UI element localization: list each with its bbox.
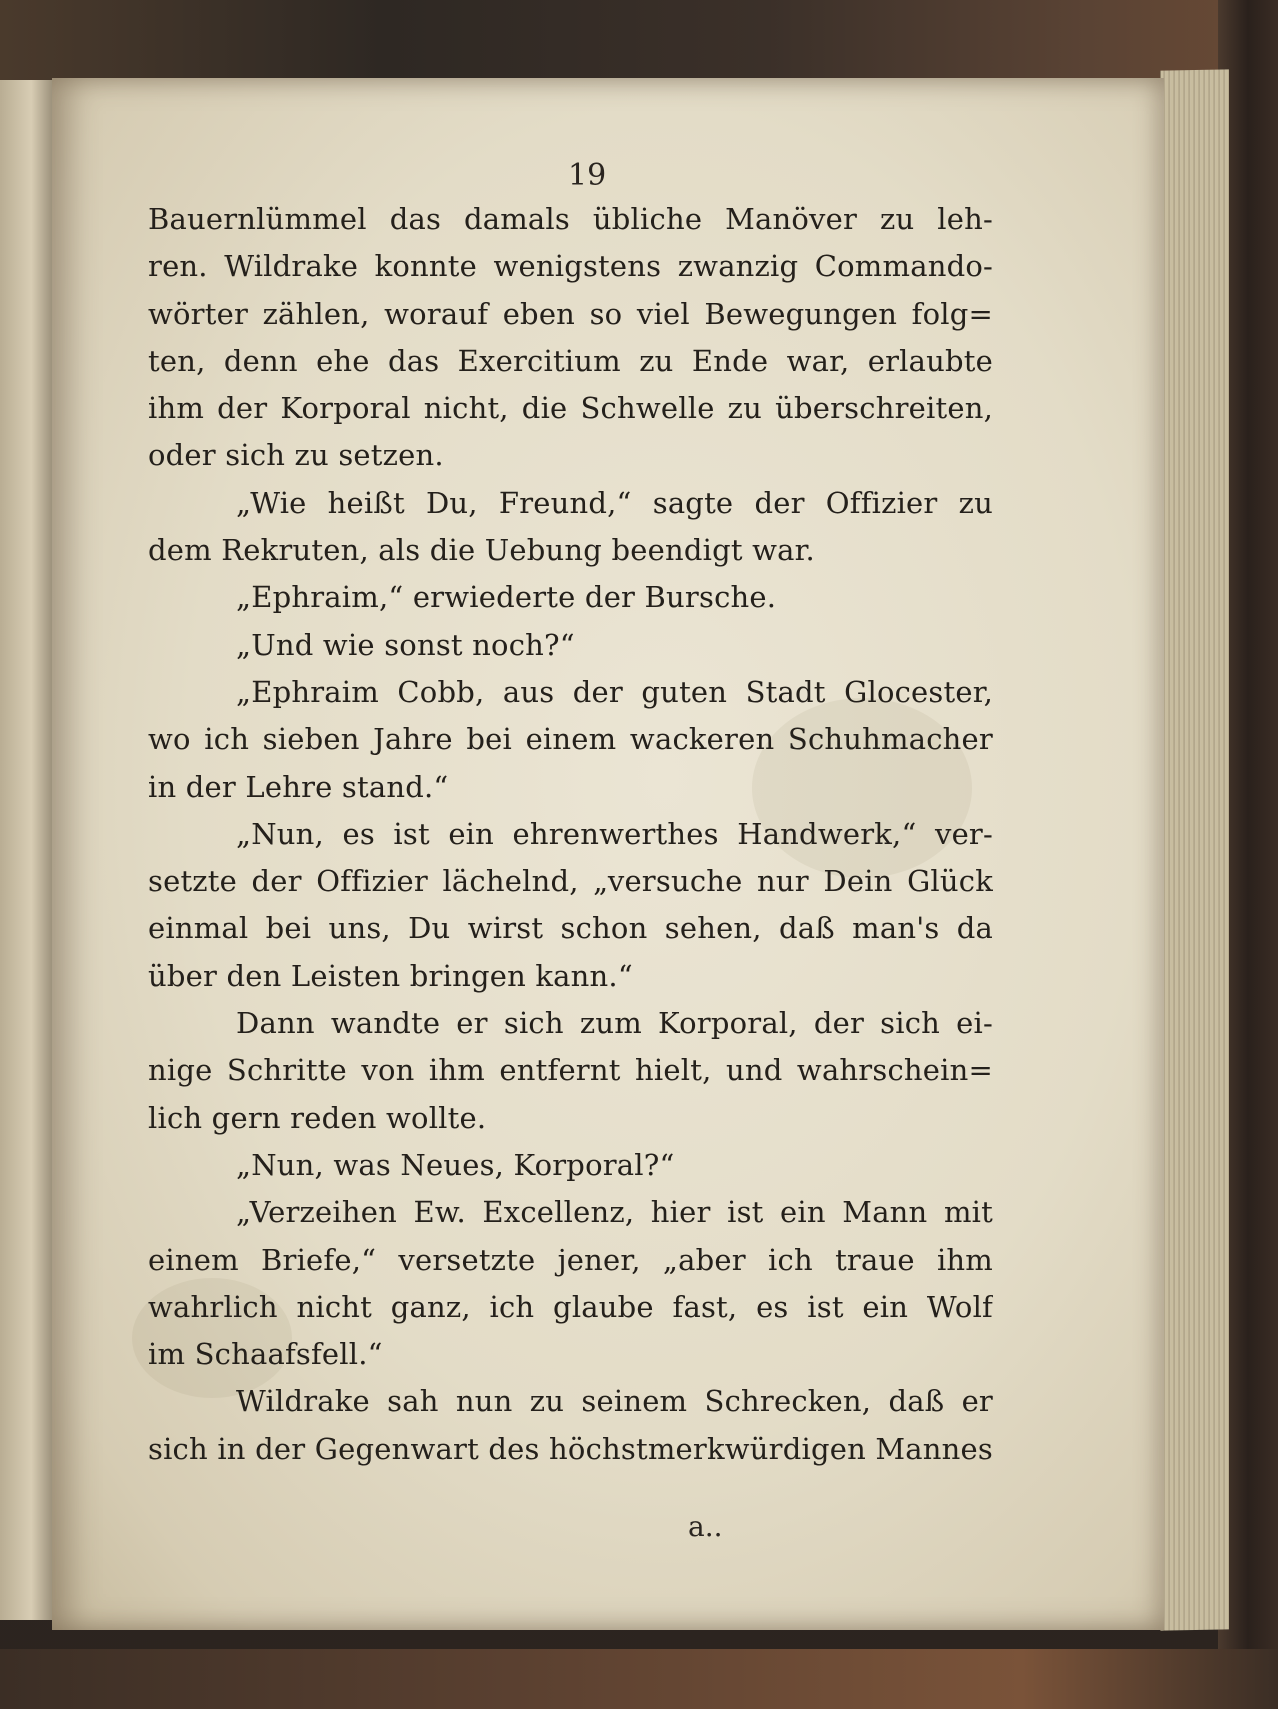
text-line: ren. Wildrake konnte wenigstens zwanzig Commando- (148, 249, 993, 284)
text-line: ten, denn ehe das Exercitium zu Ende war, erlaubte (148, 343, 993, 378)
text-line: „Und wie sonst noch?“ (236, 627, 575, 662)
text-line: in der Lehre stand.“ (148, 769, 449, 804)
text-line: Bauernlümmel das damals übliche Manöver zu leh- (148, 202, 993, 236)
page-text (148, 196, 993, 1473)
page-stack-edge (1160, 69, 1229, 1630)
text-line: sich in der Gegenwart des höchstmerkwürdigen Mannes (148, 1431, 993, 1466)
text-line: Dann wandte er sich zum Korporal, der sich ei- (236, 1006, 993, 1041)
text-line: „Ephraim,“ erwiederte der Bursche. (236, 580, 777, 615)
text-line: wörter zählen, worauf eben so viel Bewegungen folg= (148, 296, 993, 331)
text-line: „Verzeihen Ew. Excellenz, hier ist ein Mann mit (236, 1195, 993, 1230)
text-line: oder sich zu setzen. (148, 438, 444, 473)
text-line: „Nun, es ist ein ehrenwerthes Handwerk,“ ver- (236, 816, 993, 851)
text-line: setzte der Offizier lächelnd, „versuche nur Dein Glück (148, 864, 993, 899)
text-line: im Schaafsfell.“ (148, 1337, 383, 1372)
text-line: Wildrake sah nun zu seinem Schrecken, daß er (236, 1384, 993, 1419)
text-line: ihm der Korporal nicht, die Schwelle zu überschreiten, (148, 391, 993, 426)
text-line: lich gern reden wollte. (148, 1100, 487, 1135)
text-line: wahrlich nicht ganz, ich glaube fast, es ist ein Wolf (148, 1289, 993, 1324)
page-number: 19 (568, 158, 607, 193)
catchword: a.. (688, 1510, 723, 1543)
text-line: einem Briefe,“ versetzte jener, „aber ich traue ihm (148, 1242, 993, 1277)
text-line: einmal bei uns, Du wirst schon sehen, daß man's da (148, 911, 993, 946)
book-cover-bottom (0, 1649, 1278, 1709)
text-line: nige Schritte von ihm entfernt hielt, und wahrschein= (148, 1053, 993, 1088)
text-line: wo ich sieben Jahre bei einem wackeren Schuhmacher (148, 722, 993, 757)
text-line: „Ephraim Cobb, aus der guten Stadt Glocester, (236, 674, 993, 709)
text-line: „Wie heißt Du, Freund,“ sagte der Offizier zu (236, 485, 993, 520)
book-cover-top (0, 0, 1278, 80)
facing-page-edge (0, 80, 54, 1620)
text-line: dem Rekruten, als die Uebung beendigt war. (148, 533, 815, 568)
text-line: über den Leisten bringen kann.“ (148, 958, 633, 993)
text-line: „Nun, was Neues, Korporal?“ (236, 1147, 675, 1182)
